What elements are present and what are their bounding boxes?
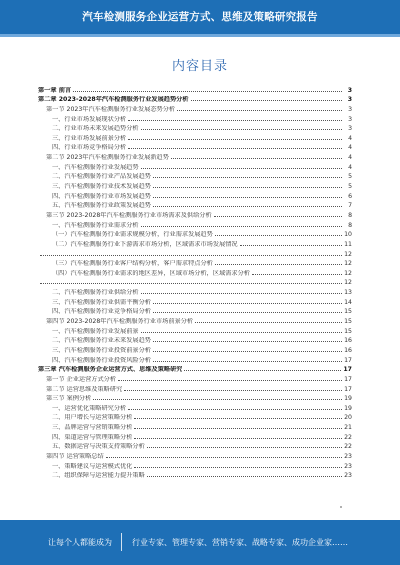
toc-entry[interactable] [38,344,352,354]
toc-leader-dots [106,457,342,458]
footer-slogan-right: 行业专家、管理专家、营销专家、战略专家、成功企业家…… [132,538,348,547]
toc-leader-dots [177,110,342,111]
toc-leader-dots [214,216,342,217]
toc-entry[interactable] [38,402,352,412]
toc-entry[interactable] [38,123,352,133]
toc-entry[interactable] [38,335,352,345]
toc-entry[interactable] [38,132,352,142]
toc-leader-dots [153,177,342,178]
toc-entry-page: 17 [344,375,352,383]
toc-entry-page: 8 [348,211,352,219]
toc-entry-page: 3 [348,115,352,123]
toc-entry-page: 8 [348,221,352,229]
toc-entry-title: 一、策略建议与运营模式优化 [52,462,133,470]
toc-entry-page: 17 [343,366,352,374]
report-title: 汽车检测服务企业运营方式、思维及策略研究报告 [82,11,318,23]
toc-entry-title: （三）汽车检测服务行业客户结构分析，客户需求特点分析 [52,260,213,268]
toc-entry-title: 第一章 前言 [38,86,72,94]
toc-entry-page: 15 [344,318,352,326]
toc-entry-title: 第四节 运营策略总结 [46,452,104,460]
toc-entry-title: 二、汽车检测服务行业供给分析 [52,289,139,297]
toc-entry[interactable] [38,142,352,152]
toc-leader-dots [215,235,342,236]
toc-leader-dots [128,409,342,410]
toc-leader-dots [40,283,342,284]
toc-leader-dots [128,120,342,121]
toc-entry-title: 第二章 2023-2028年汽车检测服务行业发展趋势分析 [38,96,189,104]
toc-entry-page: 6 [348,192,352,200]
toc-entry-page: 22 [344,443,352,451]
toc-leader-dots [147,476,342,477]
toc-entry-page: 22 [344,433,352,441]
toc-entry[interactable] [38,412,352,422]
toc-entry[interactable] [38,364,352,374]
toc-entry[interactable] [38,296,352,306]
toc-entry-title: （一）汽车检测服务行业需求规模分析，行业需求发展趋势 [52,231,213,239]
toc-entry-page: 23 [344,452,352,460]
toc-entry-title: 一、运营优化策略研究分析 [52,404,127,412]
toc-leader-dots [134,418,342,419]
footer-separator [121,533,122,551]
toc-entry[interactable] [38,421,352,431]
header-banner [0,0,400,34]
table-of-contents [38,84,352,479]
toc-entry-page: 7 [348,202,352,210]
toc-entry[interactable] [38,286,352,296]
toc-entry-title: 第二节 运营思维及策略研究 [46,385,123,393]
toc-entry-title: 二、汽车检测服务行业产品发展趋势 [52,173,151,181]
toc-leader-dots [124,390,342,391]
toc-entry[interactable] [38,94,352,104]
toc-entry-page: 4 [348,144,352,152]
toc-entry[interactable] [38,151,352,161]
toc-leader-dots [240,245,342,246]
toc-entry-page: 13 [344,289,352,297]
toc-entry[interactable] [38,470,352,480]
toc-entry-title: 第一节 企业运营方式分析 [46,375,117,383]
toc-entry-title: 四、汽车检测服务行业投资风险分析 [52,356,151,364]
toc-entry[interactable] [38,103,352,113]
toc-entry-title: （四）汽车检测服务行业需求的地区差异，区域市场分析，区域需求分析 [52,269,250,277]
toc-entry-title: 三、汽车检测服务行业投资前景分析 [52,346,151,354]
toc-leader-dots [153,206,342,207]
toc-entry-title: 四、汽车检测服务行业竞争格局分析 [52,308,151,316]
toc-entry[interactable] [38,431,352,441]
toc-entry-page: 3 [347,96,352,104]
toc-entry-title: 五、数据运营与决策支持策略分析 [52,443,145,451]
toc-entry[interactable] [38,84,352,94]
toc-entry-title: 第三节 2023-2028年汽车检测服务行业市场需求及供给分析 [46,211,212,219]
page-marker [340,506,342,508]
toc-entry[interactable] [38,209,352,219]
toc-leader-dots [141,129,342,130]
toc-entry-page: 23 [344,472,352,480]
toc-entry[interactable] [38,113,352,123]
toc-leader-dots [153,351,342,352]
toc-leader-dots [141,168,342,169]
toc-entry-page: 12 [344,279,352,287]
toc-leader-dots [141,332,342,333]
toc-leader-dots [153,197,342,198]
toc-entry[interactable] [38,315,352,325]
toc-entry-title: 第四节 2023-2028年汽车检测服务行业市场前景分析 [46,318,194,326]
toc-entry-page: 3 [348,125,352,133]
toc-leader-dots [93,399,342,400]
toc-entry-page: 12 [344,250,352,258]
toc-entry[interactable] [38,306,352,316]
toc-entry-title: 二、用户增长与运营策略分析 [52,414,133,422]
toc-entry-title: 一、汽车检测服务行业发展趋势 [52,163,139,171]
toc-entry-title: 一、汽车检测服务行业发展前景 [52,327,139,335]
toc-entry-page: 16 [344,337,352,345]
toc-leader-dots [134,467,342,468]
toc-entry[interactable] [38,219,352,229]
toc-entry-page: 15 [344,308,352,316]
toc-entry[interactable] [38,161,352,171]
toc-entry-page: 12 [344,260,352,268]
toc-leader-dots [118,380,342,381]
toc-entry-page: 4 [348,134,352,142]
toc-leader-dots [40,255,342,256]
toc-entry-title: 一、行业市场发展现状分析 [52,115,127,123]
toc-entry-title: 三、汽车检测服务行业供需平衡分析 [52,298,151,306]
toc-leader-dots [128,148,342,149]
toc-entry-page: 20 [344,414,352,422]
toc-entry[interactable] [38,190,352,200]
toc-entry[interactable] [38,277,352,287]
toc-entry[interactable] [38,354,352,364]
toc-entry-title: 二、汽车检测服务行业未来发展趋势 [52,337,151,345]
toc-entry-title: 第三章 汽车检测服务企业运营方式、思维及策略研究 [38,366,183,374]
toc-entry-page: 16 [344,346,352,354]
toc-leader-dots [153,312,342,313]
toc-entry-page: 12 [344,269,352,277]
toc-entry[interactable] [38,441,352,451]
toc-entry-title: 三、行业市场发展前景分析 [52,134,127,142]
toc-leader-dots [171,158,342,159]
toc-leader-dots [191,100,342,101]
toc-entry-title: 五、汽车检测服务行业政策发展趋势 [52,202,151,210]
toc-leader-dots [153,303,342,304]
footer-slogan-left: 让每个人都能成为 [48,538,112,547]
toc-leader-dots [73,91,342,92]
toc-entry-title: 三、汽车检测服务行业技术发展趋势 [52,183,151,191]
toc-entry[interactable] [38,200,352,210]
toc-entry[interactable] [38,373,352,383]
toc-entry-title: 三、品牌运营与营销策略分析 [52,424,133,432]
toc-leader-dots [153,361,342,362]
toc-entry-title: 二、组织保障与运营能力提升策略 [52,472,145,480]
toc-entry-page: 21 [344,424,352,432]
toc-entry[interactable] [38,238,352,248]
toc-leader-dots [147,447,342,448]
toc-entry-page: 17 [344,356,352,364]
toc-entry[interactable] [38,229,352,239]
toc-entry-title: 第一节 2023年汽车检测服务行业发展态势分析 [46,105,176,113]
toc-entry-title: 四、汽车检测服务行业市场发展趋势 [52,192,151,200]
toc-heading: 内容目录 [171,59,228,74]
toc-entry-page: 14 [344,298,352,306]
toc-entry-page: 10 [344,231,352,239]
toc-entry-page: 5 [348,183,352,191]
toc-entry-page: 11 [344,240,352,248]
toc-entry-page: 4 [348,154,352,162]
toc-leader-dots [184,370,341,371]
header-divider [0,34,400,37]
toc-entry-title: 四、行业市场竞争格局分析 [52,144,127,152]
toc-entry-page: 4 [348,163,352,171]
toc-entry-page: 3 [347,86,352,94]
footer-banner [0,520,400,565]
toc-entry-title: 第三节 案例分析 [46,395,92,403]
toc-entry[interactable] [38,180,352,190]
toc-leader-dots [153,341,342,342]
toc-leader-dots [141,293,342,294]
toc-entry[interactable] [38,383,352,393]
toc-leader-dots [134,438,342,439]
toc-leader-dots [195,322,342,323]
toc-entry-page: 3 [348,105,352,113]
toc-entry-page: 19 [344,404,352,412]
toc-entry-page: 19 [344,395,352,403]
toc-entry-page: 23 [344,462,352,470]
toc-leader-dots [252,274,342,275]
toc-entry[interactable] [38,171,352,181]
toc-entry[interactable] [38,460,352,470]
toc-entry-page: 5 [348,173,352,181]
toc-entry-title: （二）汽车检测服务行业下游需求市场分析，区域需求市场发展情况 [52,240,238,248]
toc-entry-title: 第二节 2023年汽车检测服务行业发展新趋势 [46,154,169,162]
toc-entry[interactable] [38,393,352,403]
toc-entry[interactable] [38,325,352,335]
toc-entry[interactable] [38,258,352,268]
toc-entry-title: 二、行业市场未来发展趋势分析 [52,125,139,133]
toc-leader-dots [141,226,342,227]
toc-entry-page: 15 [344,327,352,335]
toc-entry[interactable] [38,267,352,277]
toc-entry-title: 四、渠道运营与管理策略分析 [52,433,133,441]
toc-entry[interactable] [38,450,352,460]
toc-entry-page: 17 [344,385,352,393]
toc-entry-title: 一、汽车检测服务行业需求分析 [52,221,139,229]
toc-leader-dots [215,264,342,265]
toc-entry[interactable] [38,248,352,258]
toc-leader-dots [153,187,342,188]
toc-leader-dots [128,139,342,140]
toc-leader-dots [134,428,342,429]
